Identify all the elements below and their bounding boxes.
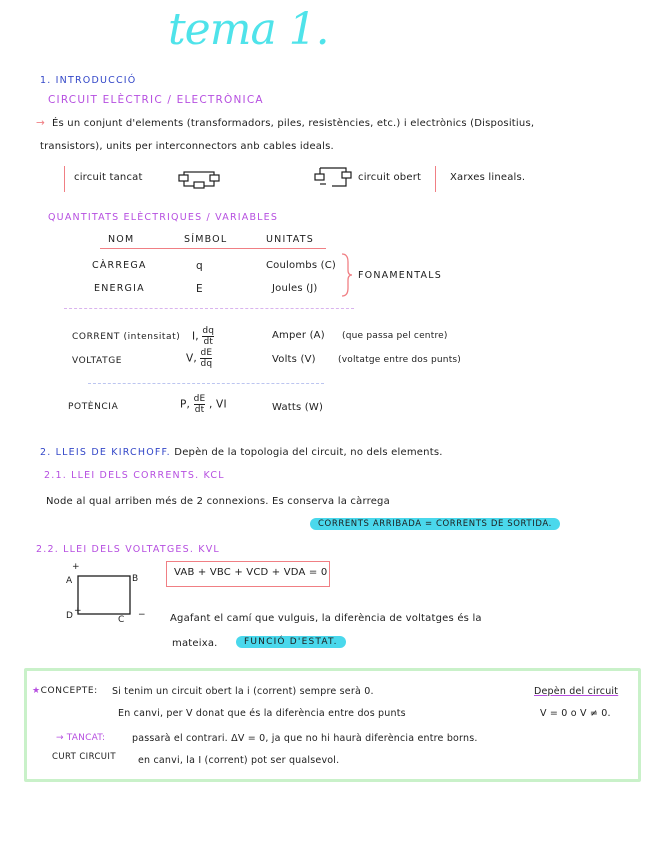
col-header-name: NOM — [108, 234, 135, 245]
voltage-symbol: V, $\frac{dE}{dq}$ — [186, 348, 213, 369]
closed-circuit-label: circuit tancat — [74, 172, 143, 183]
linear-networks-label: Xarxes lineals. — [450, 172, 526, 183]
node-d-label: D — [66, 611, 74, 621]
voltage-unit: Volts (V) — [272, 354, 316, 365]
fundamentals-brace-icon — [340, 252, 354, 298]
closed-circuit-icon — [176, 166, 226, 192]
col-header-symbol: SÍMBOL — [184, 234, 228, 245]
concept-line4: en canvi, la I (corrent) pot ser qualsevol. — [138, 755, 340, 766]
kcl-heading: 2.1. LLEI DELS CORRENTS. KCL — [44, 470, 225, 481]
energy-symbol: E — [196, 283, 203, 295]
quantities-heading: QUANTITATS ELÈCTRIQUES / VARIABLES — [48, 212, 279, 223]
charge-symbol: q — [196, 260, 203, 272]
arrow-icon: → — [36, 117, 45, 129]
divider-1 — [64, 308, 354, 309]
kvl-text-line1: Agafant el camí que vulguis, la diferència de voltatges és la — [170, 613, 482, 624]
current-name: CORRENT (intensitat) — [72, 332, 181, 342]
energy-name: ENERGIA — [94, 283, 145, 294]
node-c-label: C — [118, 615, 125, 625]
charge-name: CÀRREGA — [92, 260, 147, 271]
kcl-highlight: CORRENTS ARRIBADA = CORRENTS DE SORTIDA. — [310, 519, 560, 529]
kvl-heading: 2.2. LLEI DELS VOLTATGES. KVL — [36, 544, 220, 555]
open-circuit-label: circuit obert — [358, 172, 422, 183]
section-1-subheading: CIRCUIT ELÈCTRIC / ELECTRÒNICA — [48, 94, 264, 106]
power-symbol: P, $\frac{dE}{dt}$ , VI — [180, 394, 227, 415]
concept-line3: passarà el contrari. ΔV = 0, ja que no hi haurà diferència entre borns. — [132, 733, 478, 744]
section-1-heading: 1. INTRODUCCIÓ — [40, 75, 137, 86]
node-b-label: B — [132, 574, 139, 584]
short-circuit-label: CURT CIRCUIT — [52, 752, 116, 762]
section-1-line1: És un conjunt d'elements (transformadors, piles, resistències, etc.) i electrònics (Dispositius, — [52, 118, 535, 129]
current-symbol: I, $\frac{dq}{dt}$ — [192, 326, 215, 347]
page-title: tema 1. — [168, 4, 329, 55]
plus-sign-a: + — [72, 562, 80, 572]
voltage-note: (voltatge entre dos punts) — [338, 355, 462, 365]
node-a-label: A — [66, 576, 73, 586]
voltage-name: VOLTATGE — [72, 356, 123, 366]
kcl-text: Node al qual arriben més de 2 connexions. Es conserva la càrrega — [46, 496, 390, 507]
closed-label: → TANCAT: — [56, 733, 106, 743]
current-note: (que passa pel centre) — [342, 331, 448, 341]
kvl-equation: VAB + VBC + VCD + VDA = 0 — [174, 567, 328, 578]
divider-2 — [88, 383, 324, 384]
kvl-text-line2: mateixa. — [172, 638, 218, 649]
fundamentals-label: FONAMENTALS — [358, 270, 442, 281]
open-circuit-icon — [312, 162, 358, 192]
concept-label: ★CONCEPTE: — [32, 686, 98, 696]
header-underline — [100, 248, 326, 249]
col-header-units: UNITATS — [266, 234, 314, 245]
concept-line2: En canvi, per V donat que és la diferència entre dos punts — [118, 708, 406, 719]
depends-on-circuit-note: Depèn del circuit — [534, 686, 619, 697]
current-unit: Amper (A) — [272, 330, 325, 341]
charge-unit: Coulombs (C) — [266, 260, 336, 271]
concept-line1: Si tenim un circuit obert la i (corrent) sempre serà 0. — [112, 686, 374, 697]
power-name: POTÈNCIA — [68, 402, 119, 412]
state-function-highlight: FUNCIÓ D'ESTAT. — [236, 637, 346, 647]
section-1-line2: transistors), units per interconnectors anb cables ideals. — [40, 141, 334, 152]
power-unit: Watts (W) — [272, 402, 324, 413]
minus-sign-c: − — [138, 610, 146, 620]
plus-sign-d: + — [74, 606, 82, 616]
section-2-heading: 2. LLEIS DE KIRCHOFF. Depèn de la topologia del circuit, no dels elements. — [40, 447, 443, 458]
energy-unit: Joules (J) — [272, 283, 318, 294]
voltage-values-note: V = 0 o V ≠ 0. — [540, 708, 611, 719]
